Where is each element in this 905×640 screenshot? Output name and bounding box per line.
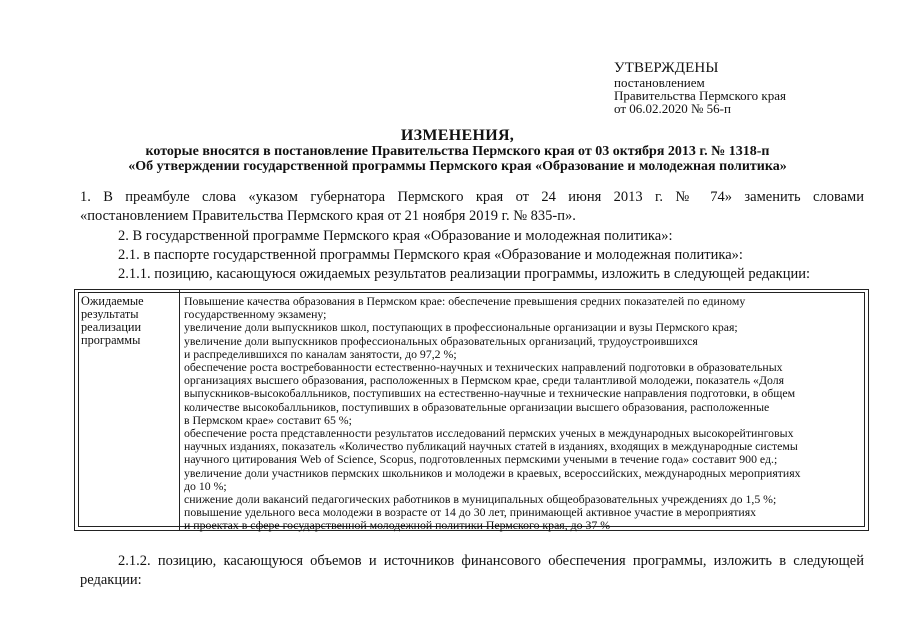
content-line: увеличение доли участников пермских школьников и молодежи в краевых, всероссийских, международных мероприятиях xyxy=(184,465,801,480)
table-column-divider xyxy=(179,290,180,530)
paragraph-2: 2. В государственной программе Пермского края «Образование и молодежная политика»: xyxy=(118,228,673,244)
document-title: ИЗМЕНЕНИЯ, xyxy=(400,127,515,144)
paragraph-2-1: 2.1. в паспорте государственной программы Пермского края «Образование и молодежная политика»: xyxy=(118,247,743,263)
content-line: Повышение качества образования в Пермском крае: обеспечение превышения средних показателей по единому xyxy=(184,294,746,308)
approval-line: постановлением xyxy=(614,75,705,90)
content-line: количестве высокобалльников, поступивших в образовательные организации высшего образования, расположенные xyxy=(184,399,770,414)
content-line: выпускников-высокобалльников, поступивших на естественно-научные и технические направления подготовки, в общем xyxy=(184,386,796,401)
content-line: и проектах в сфере государственной молодежной политики Пермского края, до 37 % xyxy=(184,518,611,533)
paragraph-2-1-2-line-2: редакции: xyxy=(80,572,142,588)
label-line: Ожидаемые xyxy=(81,294,144,308)
approval-title: УТВЕРЖДЕНЫ xyxy=(614,60,719,76)
approval-line: Правительства Пермского края xyxy=(614,88,786,103)
paragraph-1-line-1: 1. В преамбуле слова «указом губернатора Пермского края от 24 июня 2013 г. № 74» заменить словами xyxy=(80,189,864,205)
label-line: программы xyxy=(81,333,141,347)
content-line: обеспечение роста востребованности естественно-научных и технических направлений подготовки в образовательных xyxy=(184,360,783,375)
content-line: увеличение доли выпускников школ, поступающих в профессиональные организации и вузы Пермского края; xyxy=(184,320,738,335)
label-line: реализации xyxy=(81,320,142,334)
expected-results-table xyxy=(74,289,869,531)
label-line: результаты xyxy=(81,307,139,321)
approval-stamp xyxy=(614,61,854,115)
paragraph-2-1-1: 2.1.1. позицию, касающуюся ожидаемых результатов реализации программы, изложить в следующей редакции: xyxy=(118,266,810,282)
table-label-cell xyxy=(81,295,176,347)
content-line: снижение доли вакансий педагогических работников в муниципальных общеобразовательных учреждениях до 1,5 %; xyxy=(184,492,777,507)
document-subtitle-line: которые вносятся в постановление Правительства Пермского края от 03 октября 2013 г. № 1318-п xyxy=(145,144,770,159)
content-line: обеспечение роста представленности результатов исследований пермских ученых в международных высокорейтинговых xyxy=(184,426,794,441)
content-line: повышение удельного веса молодежи в возрасте от 14 до 30 лет, принимающей активное участие в мероприятиях xyxy=(184,505,757,520)
content-line: в Пермском крае» составит 65 %; xyxy=(184,412,352,427)
document-subtitle-line: «Об утверждении государственной программы Пермского края «Образование и молодежная политика» xyxy=(128,159,787,174)
content-line: и распределившихся по каналам занятости, до 97,2 %; xyxy=(184,346,457,361)
approval-line: от 06.02.2020 № 56-п xyxy=(614,101,731,116)
table-content-cell xyxy=(184,295,864,533)
content-line: государственному экзамену; xyxy=(184,307,327,322)
content-line: научного цитирования Web of Science, Scopus, подготовленных пермскими учеными в течение года» составит 900 ед.; xyxy=(184,452,778,467)
content-line: организациях высшего образования, расположенных в Пермском крае, среди талантливой молодежи, показатель «Доля xyxy=(184,373,785,388)
content-line: до 10 %; xyxy=(184,478,227,493)
content-line: увеличение доли выпускников профессиональных образовательных организаций, трудоустроившихся xyxy=(184,333,698,348)
paragraph-2-1-2-line-1: 2.1.2. позицию, касающуюся объемов и источников финансового обеспечения программы, изложить в следующей xyxy=(118,553,864,569)
paragraph-1-line-2: «постановлением Правительства Пермского края от 21 ноября 2019 г. № 835-п». xyxy=(80,208,576,224)
content-line: научных изданиях, показатель «Количество публикаций научных статей в изданиях, входящих в международные системы xyxy=(184,439,798,454)
